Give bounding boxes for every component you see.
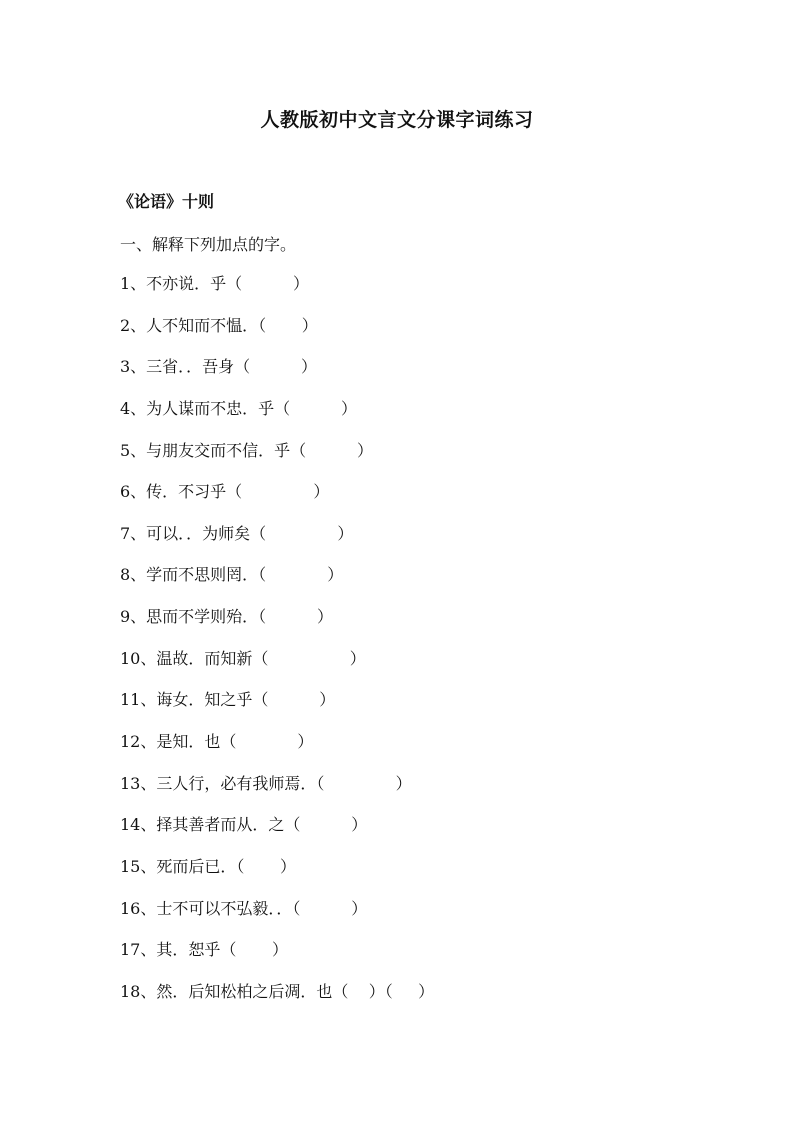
exercise-item: 2、人不知而不愠．（ ） (120, 315, 318, 335)
exercise-item: 5、与朋友交而不信．乎（ ） (120, 440, 374, 460)
exercise-item: 4、为人谋而不忠．乎（ ） (120, 398, 358, 418)
page-title: 人教版初中文言文分课字词练习 (260, 109, 534, 131)
exercise-item: 16、士不可以不弘毅．．（ ） (120, 898, 368, 918)
exercise-item: 14、择其善者而从．之（ ） (120, 815, 368, 835)
exercise-item: 8、学而不思则罔．（ ） (120, 565, 344, 585)
exercise-item: 9、思而不学则殆．（ ） (120, 607, 334, 627)
exercise-item: 17、其．恕乎（ ） (120, 940, 288, 960)
exercise-item: 11、诲女．知之乎（ ） (120, 690, 336, 710)
exercise-item: 15、死而后已．（ ） (120, 856, 296, 876)
exercise-item: 13、三人行，必有我师焉．（ ） (120, 773, 412, 793)
exercise-item: 10、温故．而知新（ ） (120, 648, 366, 668)
exercise-item: 1、不亦说．乎（ ） (120, 274, 310, 293)
section-title: 《论语》十则 (118, 192, 215, 211)
exercise-list (120, 273, 434, 1023)
exercise-item: 12、是知．也（ ） (120, 732, 314, 752)
exercise-item: 7、可以．．为师矣（ ） (120, 523, 354, 543)
exercise-item: 6、传．不习乎（ ） (120, 482, 330, 502)
exercise-item: 18、然．后知松柏之后凋．也（ ）（ ） (120, 981, 435, 1001)
exercise-item: 3、三省．．吾身（ ） (120, 357, 318, 377)
instruction-text: 一、解释下列加点的字。 (120, 235, 297, 254)
